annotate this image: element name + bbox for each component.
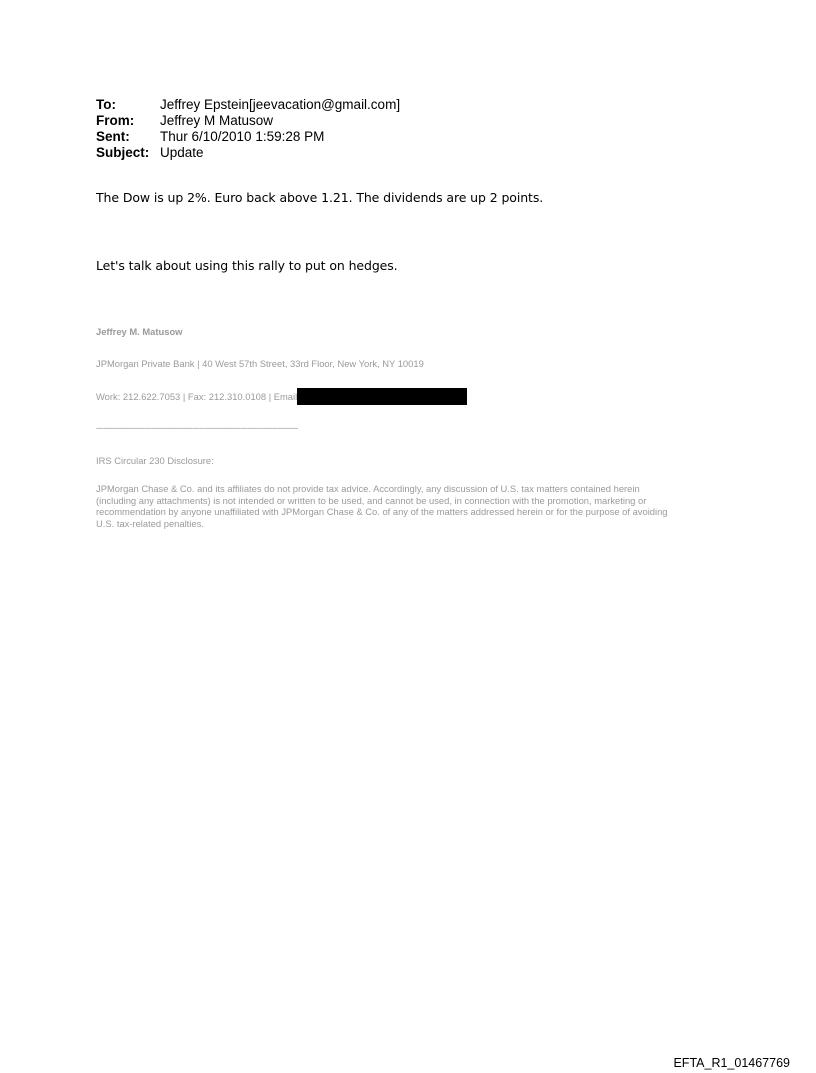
body-line-1: The Dow is up 2%. Euro back above 1.21. The dividends are up 2 points. <box>96 190 544 205</box>
signature-separator: -------------------------------------------------------------------------------- <box>96 422 298 433</box>
redaction-block <box>297 388 467 405</box>
document-id: EFTA_R1_01467769 <box>673 1056 790 1070</box>
signature-name: Jeffrey M. Matusow <box>96 326 183 337</box>
from-value: Jeffrey M Matusow <box>160 113 274 128</box>
to-label: To: <box>96 97 116 112</box>
signature-contact-row <box>96 389 467 406</box>
disclosure-line: recommendation by anyone unaffiliated with JPMorgan Chase & Co. of any of the matters addressed herein or for the purpose of avoiding <box>96 506 668 517</box>
disclosure-text <box>96 483 736 529</box>
to-row <box>96 97 400 113</box>
disclosure-line: (including any attachments) is not intended or written to be used, and cannot be used, in connection with the promotion, marketing or <box>96 494 647 506</box>
subject-label: Subject: <box>96 145 150 160</box>
sent-label: Sent: <box>96 129 130 144</box>
body-line-2: Let's talk about using this rally to put on hedges. <box>96 258 398 273</box>
email-header <box>96 97 400 161</box>
signature-address: JPMorgan Private Bank | 40 West 57th Street, 33rd Floor, New York, NY 10019 <box>96 358 424 369</box>
to-value: Jeffrey Epstein[jeevacation@gmail.com] <box>160 97 401 112</box>
from-label: From: <box>96 113 135 128</box>
subject-row <box>96 145 400 161</box>
signature-contact: Work: 212.622.7053 | Fax: 212.310.0108 | Email <box>96 390 298 402</box>
sent-value: Thur 6/10/2010 1:59:28 PM <box>160 129 325 144</box>
disclosure-line: U.S. tax-related penalties. <box>96 517 204 529</box>
disclosure-title: IRS Circular 230 Disclosure: <box>96 455 214 466</box>
from-row <box>96 113 400 129</box>
sent-row <box>96 129 400 145</box>
disclosure-line: JPMorgan Chase & Co. and its affiliates do not provide tax advice. Accordingly, any discussion of U.S. tax matters contained herein <box>96 483 640 494</box>
subject-value: Update <box>160 145 204 160</box>
